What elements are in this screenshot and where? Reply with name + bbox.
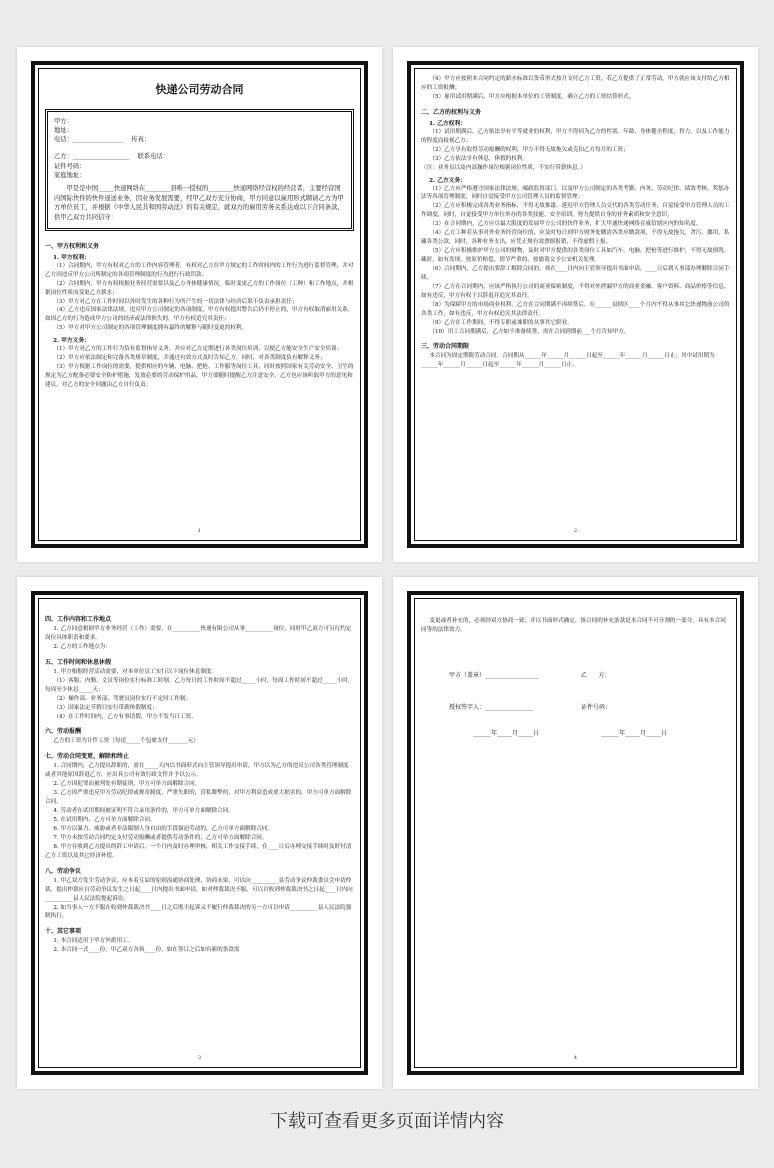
paragraph: （1）合同期内，甲方有权对乙方的工作内容管理者，有权对乙方在甲方规定的工作时间内的工作行为进行监督管理，并对乙方因违反甲方公司所制定的各项管理制度的行为进行行政罚款； [45,262,354,278]
party-info-row: 家庭地址： [54,171,86,179]
party-a-date: ______年_____月_____日 [473,730,540,737]
paragraph: 7. 甲方未按劳动合同约定支付劳动报酬或者提供劳动条件的，乙方可单方面解除合同。 [53,834,268,841]
paragraph: 8. 甲方在收到乙方提出的辞工申请后，一个月内及时办理审核，相关工作交接手续，在____日后办理交接手续时及时付清乙方工资以及其它经济补偿。 [45,843,352,859]
page-1 [17,47,382,562]
page-content [421,75,730,538]
paragraph: 1. 甲乙双方发生劳动争议，应本着互谅的原则沟通协商处理，协商未果，可以向__________县劳动争议仲裁委员会申请仲裁，提出仲裁应自劳动争议发生之日起____日内提出书面申请。如对仲裁裁决不服，可以自收到仲裁裁决书之日起____日内向__________县人民法院提起诉讼。 [45,877,353,902]
document-title: 快递公司劳动合同 [155,83,244,96]
paragraph: （9）乙方在工作期间，不得专职或兼职的从事其它职业。 [429,319,573,326]
section-heading: 七、劳动合同变更、解除和终止 [45,753,130,761]
paragraph: （1）甲方对乙方的工作行为负有监督指导义务，并应对乙方定期进行各类岗位培训，以便乙方能安全生产安全培训； [53,346,343,353]
party-info-row: 证件号码： [54,162,86,170]
paragraph: 2. 如当事人一方不服在收到仲裁裁决书____日之后既不起诉又不履行仲裁裁决的另一方可以申请__________县人民法院强制执行。 [45,904,352,920]
paragraph: （2）乙方应积极完成各类业务指标，不得无故推诿、延迟甲方管理人员交代的各类劳动任务，自觉接受甲方管理人员的工作调度，同时，自觉接受甲方单位举办的各类技能、安全培训，努力提供自身的业务素质和安全意识。 [421,203,730,219]
paragraph: 3. 乙方因严重违反甲方劳动纪律或规章制度，严重失职的，营私舞弊的，对甲方利益造成重大损害的，甲方可单方面解除合同。 [45,790,352,806]
page-number: 2 [573,528,578,534]
paragraph: （3）甲方根据工作岗位的需要，提供相应的车辆、电脑、把枪、工作服等岗位工具，同时按照国家有关劳动安全、卫生的规定为乙方配备必要安全防护措施，发放必要的劳动保护用品，甲方要随时提醒乙方注意安全，乙方也应该听取甲方的意见和建议，对乙方的安全问题由乙方自行负责； [45,364,354,388]
page-number: 3 [197,1055,202,1061]
paragraph: 乙方的工资为计件工资（每送_____个包裹支付_______元） [53,738,199,745]
page-content [421,617,730,1065]
section-heading: 二、乙方的权利与义务 [421,108,482,116]
paragraph: 1. 乙方同意根据甲方业务经营（工作）需要，在__________快递有限公司从事__________岗位，同时甲乙双方可另行约定岗位具体职责和要求。 [45,626,352,641]
paragraph: （3）国家法定节假日实行带薪休假制度； [53,704,158,711]
party-info-row: 地址： [54,127,73,135]
party-info-box [45,109,354,231]
section-heading: 十、其它事项 [45,928,82,936]
paragraph: （4）乙方违反国家法律法规，违反甲方公司制定的各项制度，甲方有权提出警告后仍不停止的，甲方有权取消雇用关系，如因乙方的行为造成甲方公司的经济或法律损失的，甲方有权追究其责任； [45,307,354,323]
party-b-label: 乙 方： [581,672,611,679]
page-number: 1 [197,528,202,534]
paragraph: 2. 乙方的工作地点为： [53,643,111,650]
page-2 [393,47,758,562]
paragraph: （1）客服、内勤、文员等岗位实行标准工时制。乙方每日的工作时间不超过_____小时，每周工作时间不超过_____小时，每周至少休息_____天； [45,677,354,693]
paragraph: 1. 甲方根据经营活动需要，对本单位员工实行以下岗位休息制度： [53,668,218,675]
paragraph: 变更或者补充的，必须经双方协商一致，并以书面形式确定，该合同的补充条款是本合同不可分割的一部分，具有本合同同等的法律效力。 [421,618,726,633]
paragraph: （2）乙方享有取得劳动报酬的权利，甲方不得无故拖欠或克扣乙方每月的工资； [429,146,629,153]
subsection-heading: 1. 乙方权利： [429,120,467,127]
subsection-heading: 1. 甲方权利： [53,254,91,261]
paragraph: 2. 乙方因犯罪而被判处有期徒刑，甲方可单方面解除合同。 [53,781,201,788]
paragraph: 2. 本合同一式____份，甲乙双方各执____份，如在签订之后如有新的条款需 [53,947,240,954]
paragraph: （5）乙方应积极维护甲方公司的财物，及时对甲方提供的各类岗位工具如汽车、电脑、把枪等进行维护，不得无故损毁，藏匿，如有发现，按原价赔偿，情节严重的，按偷盗交予公安机关处理。 [421,248,730,263]
section-heading: 八、劳动争议 [45,867,82,875]
paragraph: （2）操作部、业务部、驾驶员岗位实行不定时工作制； [53,695,192,702]
paragraph: （3）在合同期内，乙方应尽最大限度的发展甲方公司的快件业务，扩大甲通快递网络在威信辖区内的知名度。 [429,221,702,228]
paragraph: 1. 合同期内，乙方提出辞职的，需在_____天内以书面形式向主管领导提出申请，甲方以为乙方的违反公司各类管理制度或者其他原因辞退乙方，应出具公司有效行政文件并予以公示。 [45,763,349,779]
party-info-row [54,144,345,152]
paragraph: （8）为保障甲方的市场商业权利，乙方在合同期满不再续签后，在______县辖区____个月内不得从事其它快递物流公司的各类工作，如有违反，甲方有权追究其法律责任。 [421,301,730,317]
paragraph: （4）乙方工种若从事对外业务经营岗位的，应及时每日到甲方财务处缴清各类应缴款项，不得无故拖欠，贪污，挪用，私藏各类公款，同时，各种业务支出，应凭正规有效票据报销，不得虚假上报。 [421,230,730,246]
party-info-row: 电话：________________ 传真： [54,136,151,144]
subsection-heading: 2. 甲方义务： [53,338,91,345]
paragraph: （1）试用期满后，乙方依法享有平等就业的权利，甲方不得因为乙方的性别、年龄、身体健全程度、智力，以及工作能力的程度而歧视乙方； [421,128,730,144]
paragraph: （3）甲方对乙方在工作时间以外时发生的各种行为所产生的一切法律与经济后果不负责承担责任； [53,298,298,305]
id-number-label: 证件号码： [581,704,612,711]
note-text: （注：业务员以及内部操作岗位根据岗位性质，不实行带薪休息。） [421,164,587,171]
paragraph: （7）乙方在合同期内，应该严格执行公司的商业保密制度，不得对外泄漏甲方的商业金融、客户资料、商品价格等信息，如有违反，甲方有权于以辞退并追究其责任。 [421,283,730,299]
section-heading: 三、劳动合同期限 [421,343,470,351]
paragraph: （2）甲方应依法制定和完备各类规章制度，并通过有效方式及时告知乙方，同时，对各类制度负有解释义务； [53,355,326,362]
section-heading: 五、工作时间和休息休假 [45,658,112,666]
paragraph: 6. 甲方以暴力、威胁或者非法限制人身自由的手段强迫劳动的，乙方可单方面解除合同。 [53,825,274,832]
download-more-footer: 下载可查看更多页面详情内容 [270,1111,504,1132]
contract-intro: 甲是是中国_____快递网络在________县唯一授权的________快递网络经营权的经营者，主要经营国内国际快件的快件递送业务，因业务发展需要，经甲乙双方充分协商，甲方同意以雇用形式聘请乙方为甲方单位员工，并根据《中华人民共和国劳动法》的有关规定，就双方的雇用劳务关系达成以下合同条款，供甲乙双方共同信守： [54,184,344,221]
page-3 [17,577,382,1089]
party-info-row: 乙方：__________________ 联系电话： [54,153,170,161]
section-heading: 四、工作内容和工作地点 [45,616,112,623]
paragraph: 4. 劳动者在试用期间被证明不符合录用条件的，甲方可单方面解除合同。 [53,808,234,815]
paragraph: 1. 本合同适用于甲方外派用工。 [53,938,134,945]
paragraph: （2）合同期内，甲方有权根据业务经营需要以及乙方身体健康情况，临时变更乙方的工作岗位（工种）和工作地点，并根据岗位性质而变更乙方薪水； [45,280,354,296]
party-a-seal-line: 甲方（盖章）__________________ [449,672,540,679]
paragraph: 5. 在试用期内，乙方可单方面解除合同。 [53,817,156,823]
paragraph: （10）用工合同期满后，乙方如不准备续签，需在合同到期前___个月告知甲方。 [429,328,630,335]
paragraph: （3）乙方依法享有休息，休假的权利。 [429,155,529,162]
page-number: 4 [573,1055,578,1061]
section-heading: 一、甲方权利和义务 [45,242,100,250]
subsection-heading: 2. 乙方义务： [429,177,467,184]
page-4 [393,577,758,1089]
section-heading: 六、劳动报酬 [45,728,82,736]
paragraph: （5）甲方对甲方公司制定的各项管理制度拥有最终的解释与随时变更的权利。 [53,325,248,332]
party-b-date: ______年_____月_____日 [601,730,668,737]
party-info-row: 甲方： [54,118,73,125]
paragraph: （4）在工作时间内，乙方有事请假，甲方不发当日工资。 [53,713,197,720]
authorized-signer-line: 授权签字人：________________ [449,704,534,711]
page-content [45,609,354,1065]
paragraph: （4）甲方应按照本合同约定的薪水标准以货币形式按月支付乙方工资，若乙方提供了正常劳动，甲方就应该支付给乙方相应的工资报酬； [421,76,730,91]
paragraph: （1）乙方应严格遵守国家法律法规、邮政监督部门，以及甲方公司制定的各类考勤、内务、劳动纪律、绩效考核、奖惩办法等各项管理制度，同时自觉接受甲方公司管理人员的监督管理； [421,185,730,201]
paragraph: （5）雇用试用期满后，甲方应根据本单位的工资制度，确立乙方的工资结算形式。 [429,93,635,100]
paragraph: 本合同为固定期限劳动合同。合同期从______年______月______日起至______年______月______日止；其中试用期为______年______月______日起至______年______月______日止。 [421,353,715,369]
page-content [45,75,354,538]
paragraph: （6）合同期内，乙方提出要辞工解除合同的，须在____日内向主管领导提出书面申请，____日后到人事部办理解除合同手续。 [421,265,730,281]
